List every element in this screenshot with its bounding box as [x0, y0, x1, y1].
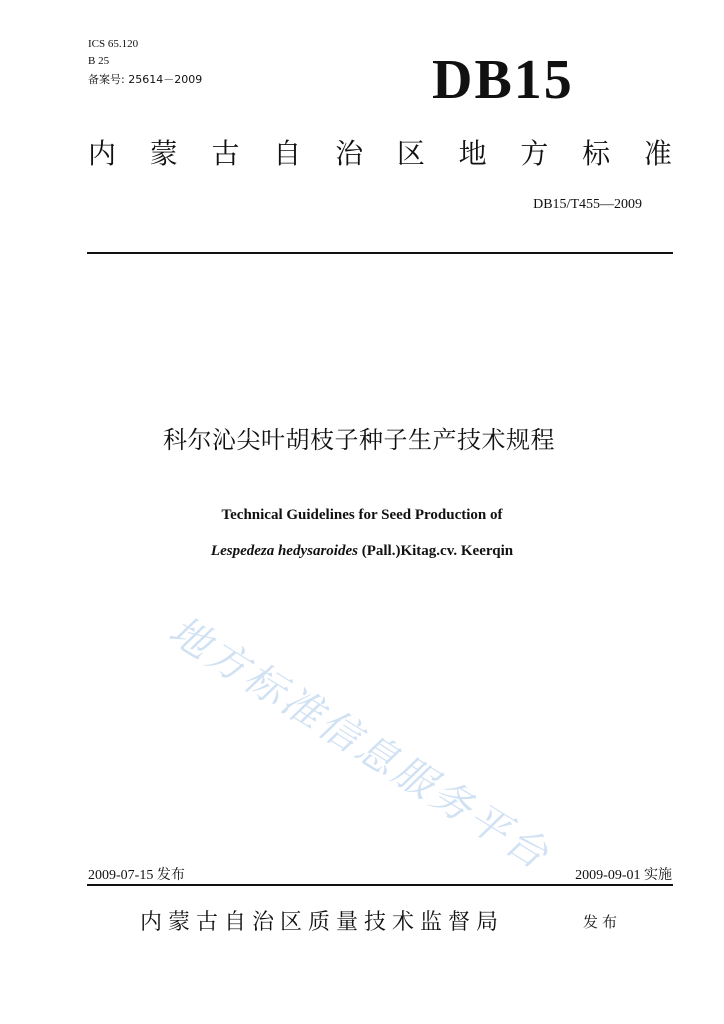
issue-date: 2009-07-15 发布 — [88, 868, 185, 883]
record-number: 备案号: 25614－2009 — [88, 73, 203, 86]
standard-type-char: 自 — [273, 137, 302, 170]
classification-code: B 25 — [88, 55, 110, 67]
watermark: 地方标准信息服务平台 — [160, 607, 559, 880]
standard-type-char: 标 — [582, 137, 611, 170]
standard-type-char: 方 — [520, 137, 549, 170]
title-english-line1: Technical Guidelines for Seed Production of — [221, 507, 503, 523]
cultivar-name: (Pall.)Kitag.cv. Keerqin — [357, 543, 514, 559]
title-english-line2-text — [211, 543, 513, 559]
standard-type-char: 内 — [88, 137, 117, 170]
standard-type — [88, 134, 672, 174]
standard-type-char: 治 — [335, 137, 364, 170]
standard-number: DB15/T455—2009 — [533, 197, 642, 212]
title-english-line2 — [0, 543, 724, 560]
header-divider — [87, 252, 673, 254]
title-chinese — [0, 420, 724, 455]
standard-type-char: 地 — [458, 137, 487, 170]
standard-type-char: 区 — [396, 137, 425, 170]
issuer: 内蒙古自治区质量技术监督局 — [140, 910, 505, 935]
standard-type-char: 古 — [211, 137, 240, 170]
standard-type-char: 蒙 — [149, 137, 178, 170]
standard-type-char: 准 — [643, 137, 672, 170]
db-code: DB15 — [432, 49, 574, 111]
footer-divider — [87, 884, 673, 886]
title-chinese-text: 科尔沁尖叶胡枝子种子生产技术规程 — [163, 426, 555, 454]
issue-word: 发布 — [583, 913, 622, 931]
ics-code: ICS 65.120 — [88, 38, 139, 50]
effective-date: 2009-09-01 实施 — [575, 868, 672, 883]
species-name: Lespedeza hedysaroides — [210, 543, 358, 559]
